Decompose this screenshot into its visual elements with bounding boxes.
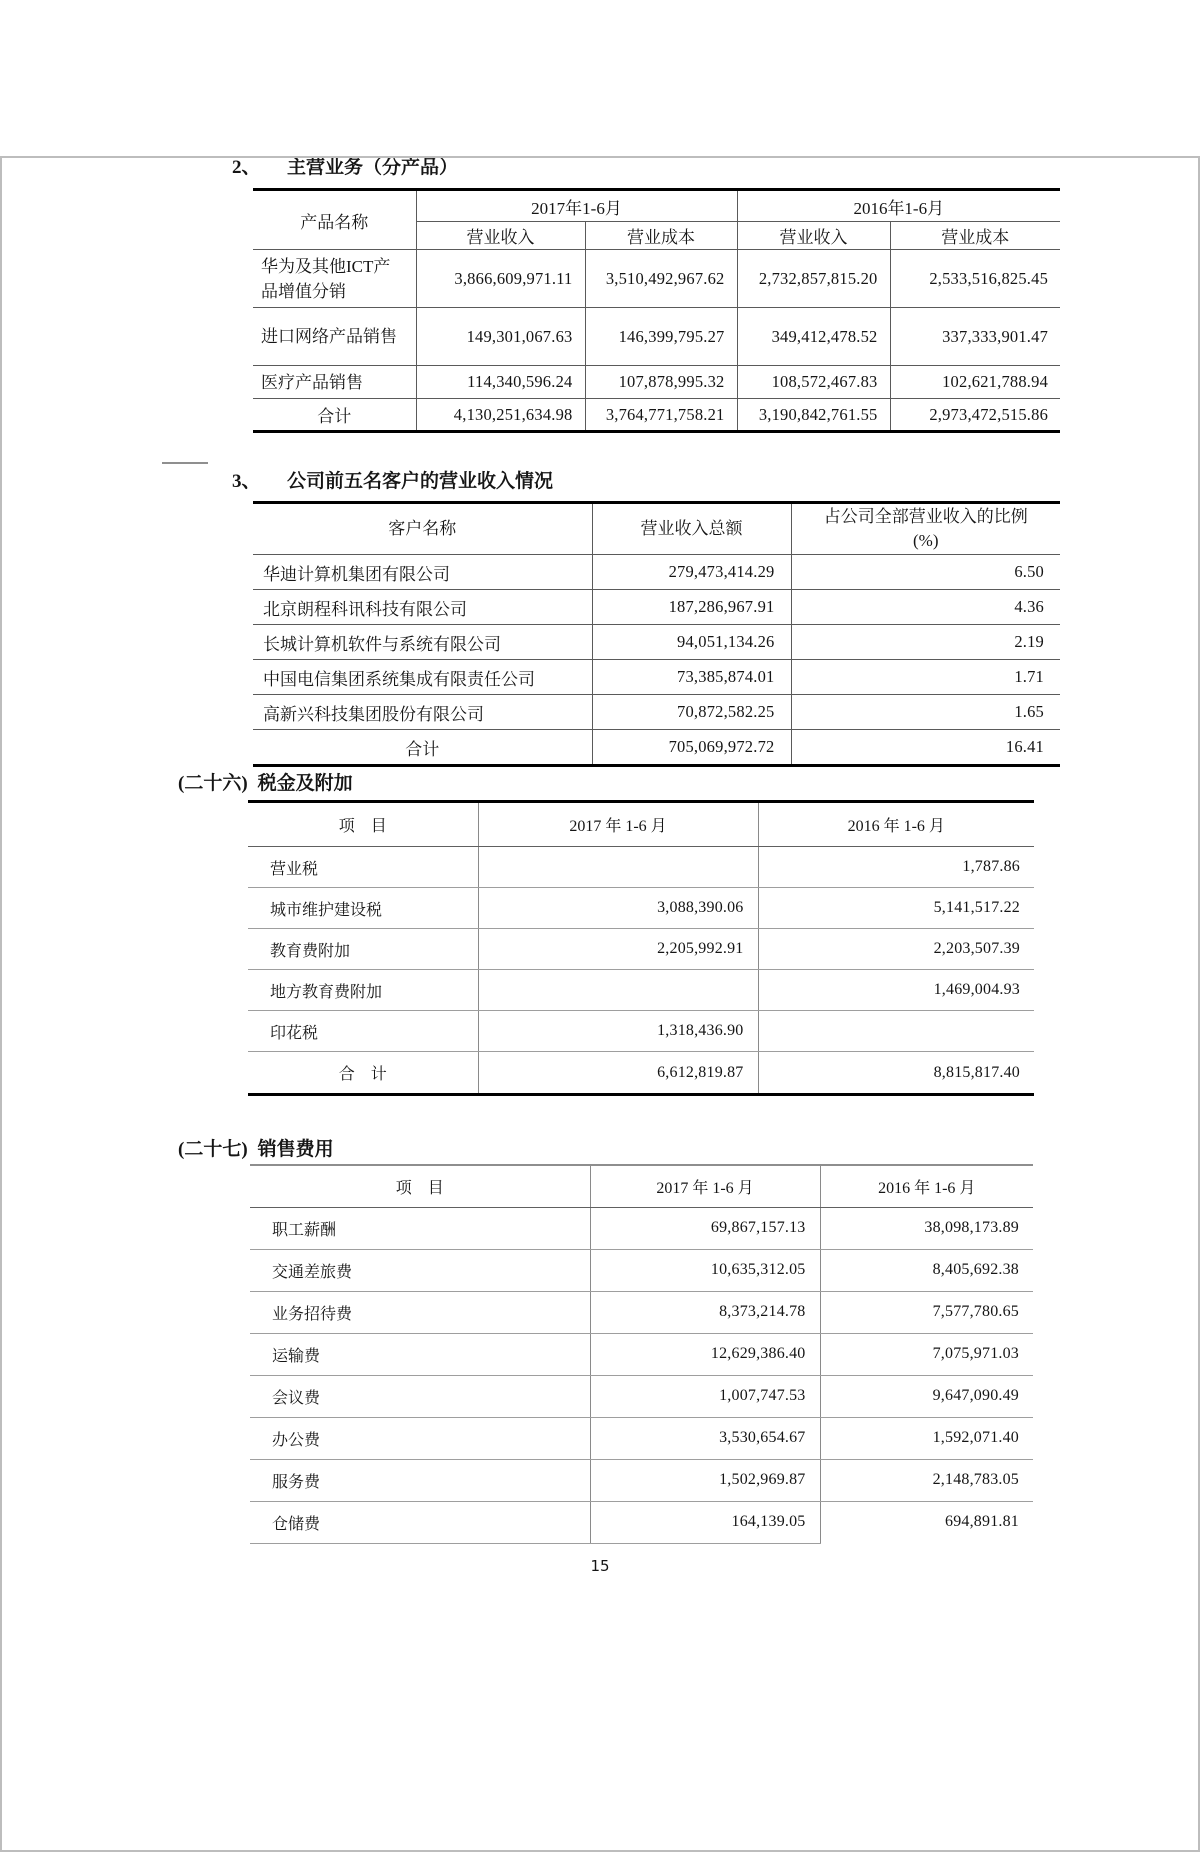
value-cell: 7,075,971.03 xyxy=(820,1333,1033,1375)
value-cell: 1,007,747.53 xyxy=(590,1375,820,1417)
section-title: 公司前五名客户的营业收入情况 xyxy=(287,471,554,492)
total-value-cell: 3,190,842,761.55 xyxy=(737,399,890,432)
ratio-cell: 1.65 xyxy=(791,695,1060,730)
column-header-2016: 2016 年 1-6 月 xyxy=(820,1165,1033,1207)
total-label-cell: 合计 xyxy=(253,730,592,766)
column-header-ratio xyxy=(791,503,1060,555)
table-row xyxy=(253,366,1060,399)
value-cell: 1,592,071.40 xyxy=(820,1417,1033,1459)
value-cell: 12,629,386.40 xyxy=(590,1333,820,1375)
ratio-cell: 4.36 xyxy=(791,590,1060,625)
total-row xyxy=(248,1052,1034,1095)
selling-expenses-table xyxy=(250,1164,1033,1544)
value-cell: 146,399,795.27 xyxy=(585,308,737,366)
section-title: 销售费用 xyxy=(257,1139,334,1160)
table-row xyxy=(250,1375,1033,1417)
section-number: (二十七) xyxy=(178,1139,248,1160)
column-header-item: 项 目 xyxy=(248,802,478,847)
item-label-cell: 服务费 xyxy=(250,1459,590,1501)
total-label-cell: 合计 xyxy=(253,399,416,432)
item-label-cell: 印花税 xyxy=(248,1011,478,1052)
value-cell: 3,510,492,967.62 xyxy=(585,250,737,308)
customer-name-cell: 北京朗程科讯科技有限公司 xyxy=(253,590,592,625)
value-cell: 3,530,654.67 xyxy=(590,1417,820,1459)
taxes-surcharges-table xyxy=(248,800,1034,1096)
column-header-revenue-2016: 营业收入 xyxy=(737,222,890,250)
table-row xyxy=(250,1207,1033,1249)
value-cell: 187,286,967.91 xyxy=(592,590,791,625)
column-header-2016: 2016 年 1-6 月 xyxy=(758,802,1034,847)
table-row xyxy=(248,1011,1034,1052)
value-cell: 70,872,582.25 xyxy=(592,695,791,730)
item-label-cell: 交通差旅费 xyxy=(250,1249,590,1291)
column-header-cost-2017: 营业成本 xyxy=(585,222,737,250)
item-label-cell: 业务招待费 xyxy=(250,1291,590,1333)
table-row xyxy=(253,625,1060,660)
value-cell: 1,318,436.90 xyxy=(478,1011,758,1052)
value-cell: 2,732,857,815.20 xyxy=(737,250,890,308)
ratio-cell: 2.19 xyxy=(791,625,1060,660)
value-cell: 2,203,507.39 xyxy=(758,929,1034,970)
value-cell: 69,867,157.13 xyxy=(590,1207,820,1249)
column-header-item: 项 目 xyxy=(250,1165,590,1207)
column-header-product: 产品名称 xyxy=(253,190,416,250)
total-value-cell: 8,815,817.40 xyxy=(933,1063,1020,1081)
section-number: 2、 xyxy=(232,157,261,178)
value-cell: 108,572,467.83 xyxy=(737,366,890,399)
section-number: (二十六) xyxy=(178,773,248,794)
section-number: 3、 xyxy=(232,471,261,492)
value-cell: 1,502,969.87 xyxy=(590,1459,820,1501)
value-cell: 94,051,134.26 xyxy=(592,625,791,660)
value-cell: 2,533,516,825.45 xyxy=(890,250,1060,308)
main-business-table xyxy=(253,188,1060,433)
column-header-total-revenue: 营业收入总额 xyxy=(592,503,791,555)
section-title: 主营业务（分产品） xyxy=(287,157,459,178)
total-value-cell: 4,130,251,634.98 xyxy=(416,399,585,432)
table-row xyxy=(248,847,1034,888)
table-row xyxy=(248,929,1034,970)
table-row xyxy=(253,660,1060,695)
table-row xyxy=(253,555,1060,590)
section-heading-top-customers xyxy=(232,470,1200,494)
total-value-cell: 705,069,972.72 xyxy=(592,730,791,766)
section-heading-main-business xyxy=(232,156,1200,180)
section-heading-selling-expenses xyxy=(178,1138,1200,1162)
value-cell: 102,621,788.94 xyxy=(890,366,1060,399)
total-row xyxy=(253,399,1060,432)
value-cell: 337,333,901.47 xyxy=(890,308,1060,366)
total-value-cell: 3,764,771,758.21 xyxy=(585,399,737,432)
value-cell: 3,088,390.06 xyxy=(478,888,758,929)
column-header-revenue-2017: 营业收入 xyxy=(416,222,585,250)
customer-name-cell: 长城计算机软件与系统有限公司 xyxy=(253,625,592,660)
item-label-cell: 职工薪酬 xyxy=(250,1207,590,1249)
ratio-cell: 6.50 xyxy=(791,555,1060,590)
table-row xyxy=(250,1291,1033,1333)
item-label-cell: 办公费 xyxy=(250,1417,590,1459)
value-cell: 694,891.81 xyxy=(945,1513,1019,1531)
table-row xyxy=(250,1417,1033,1459)
column-header-cost-2016: 营业成本 xyxy=(890,222,1060,250)
table-row xyxy=(248,888,1034,929)
customer-name-cell: 华迪计算机集团有限公司 xyxy=(253,555,592,590)
total-label-cell: 合 计 xyxy=(248,1052,478,1095)
item-label-cell: 运输费 xyxy=(250,1333,590,1375)
table-row xyxy=(253,250,1060,308)
column-group-2016: 2016年1-6月 xyxy=(737,190,1060,222)
margin-dash-mark xyxy=(162,462,208,464)
ratio-header-line2: (%) xyxy=(913,531,939,550)
value-cell xyxy=(478,970,758,1011)
value-cell xyxy=(758,1011,1034,1052)
table-row xyxy=(253,308,1060,366)
value-cell: 1,787.86 xyxy=(758,847,1034,888)
table-row xyxy=(250,1501,1033,1543)
value-cell: 73,385,874.01 xyxy=(592,660,791,695)
item-label-cell: 仓储费 xyxy=(250,1501,590,1543)
ratio-header-line1: 占公司全部营业收入的比例 xyxy=(823,507,1028,526)
section-heading-taxes xyxy=(178,772,1200,796)
value-cell: 1,469,004.93 xyxy=(758,970,1034,1011)
page-number: 15 xyxy=(590,1556,610,1575)
table-row xyxy=(250,1333,1033,1375)
value-cell: 2,148,783.05 xyxy=(820,1459,1033,1501)
value-cell: 279,473,414.29 xyxy=(592,555,791,590)
column-group-2017: 2017年1-6月 xyxy=(416,190,737,222)
product-name-cell: 医疗产品销售 xyxy=(253,366,416,399)
item-label-cell: 营业税 xyxy=(248,847,478,888)
value-cell: 107,878,995.32 xyxy=(585,366,737,399)
top-customers-table xyxy=(253,501,1060,767)
value-cell: 7,577,780.65 xyxy=(820,1291,1033,1333)
product-name-cell: 华为及其他ICT产品增值分销 xyxy=(253,250,416,308)
customer-name-cell: 中国电信集团系统集成有限责任公司 xyxy=(253,660,592,695)
column-header-2017: 2017 年 1-6 月 xyxy=(478,802,758,847)
value-cell xyxy=(478,847,758,888)
product-name-cell: 进口网络产品销售 xyxy=(253,308,416,366)
value-cell: 164,139.05 xyxy=(590,1501,820,1543)
value-cell: 9,647,090.49 xyxy=(820,1375,1033,1417)
item-label-cell: 会议费 xyxy=(250,1375,590,1417)
total-value-cell: 2,973,472,515.86 xyxy=(929,404,1049,424)
value-cell: 5,141,517.22 xyxy=(758,888,1034,929)
table-row xyxy=(248,970,1034,1011)
value-cell: 8,373,214.78 xyxy=(590,1291,820,1333)
column-header-2017: 2017 年 1-6 月 xyxy=(590,1165,820,1207)
item-label-cell: 教育费附加 xyxy=(248,929,478,970)
value-cell: 10,635,312.05 xyxy=(590,1249,820,1291)
value-cell: 149,301,067.63 xyxy=(416,308,585,366)
item-label-cell: 城市维护建设税 xyxy=(248,888,478,929)
ratio-cell: 1.71 xyxy=(791,660,1060,695)
value-cell: 349,412,478.52 xyxy=(737,308,890,366)
value-cell: 38,098,173.89 xyxy=(820,1207,1033,1249)
section-title: 税金及附加 xyxy=(257,773,353,794)
value-cell: 8,405,692.38 xyxy=(820,1249,1033,1291)
total-value-cell: 6,612,819.87 xyxy=(478,1052,758,1095)
table-row xyxy=(250,1459,1033,1501)
column-header-customer: 客户名称 xyxy=(253,503,592,555)
table-row xyxy=(253,590,1060,625)
total-ratio-cell: 16.41 xyxy=(1005,737,1044,756)
value-cell: 2,205,992.91 xyxy=(478,929,758,970)
customer-name-cell: 高新兴科技集团股份有限公司 xyxy=(253,695,592,730)
value-cell: 114,340,596.24 xyxy=(416,366,585,399)
total-row xyxy=(253,730,1060,766)
value-cell: 3,866,609,971.11 xyxy=(416,250,585,308)
table-row xyxy=(250,1249,1033,1291)
item-label-cell: 地方教育费附加 xyxy=(248,970,478,1011)
document-page xyxy=(0,156,1200,1852)
table-row xyxy=(253,695,1060,730)
